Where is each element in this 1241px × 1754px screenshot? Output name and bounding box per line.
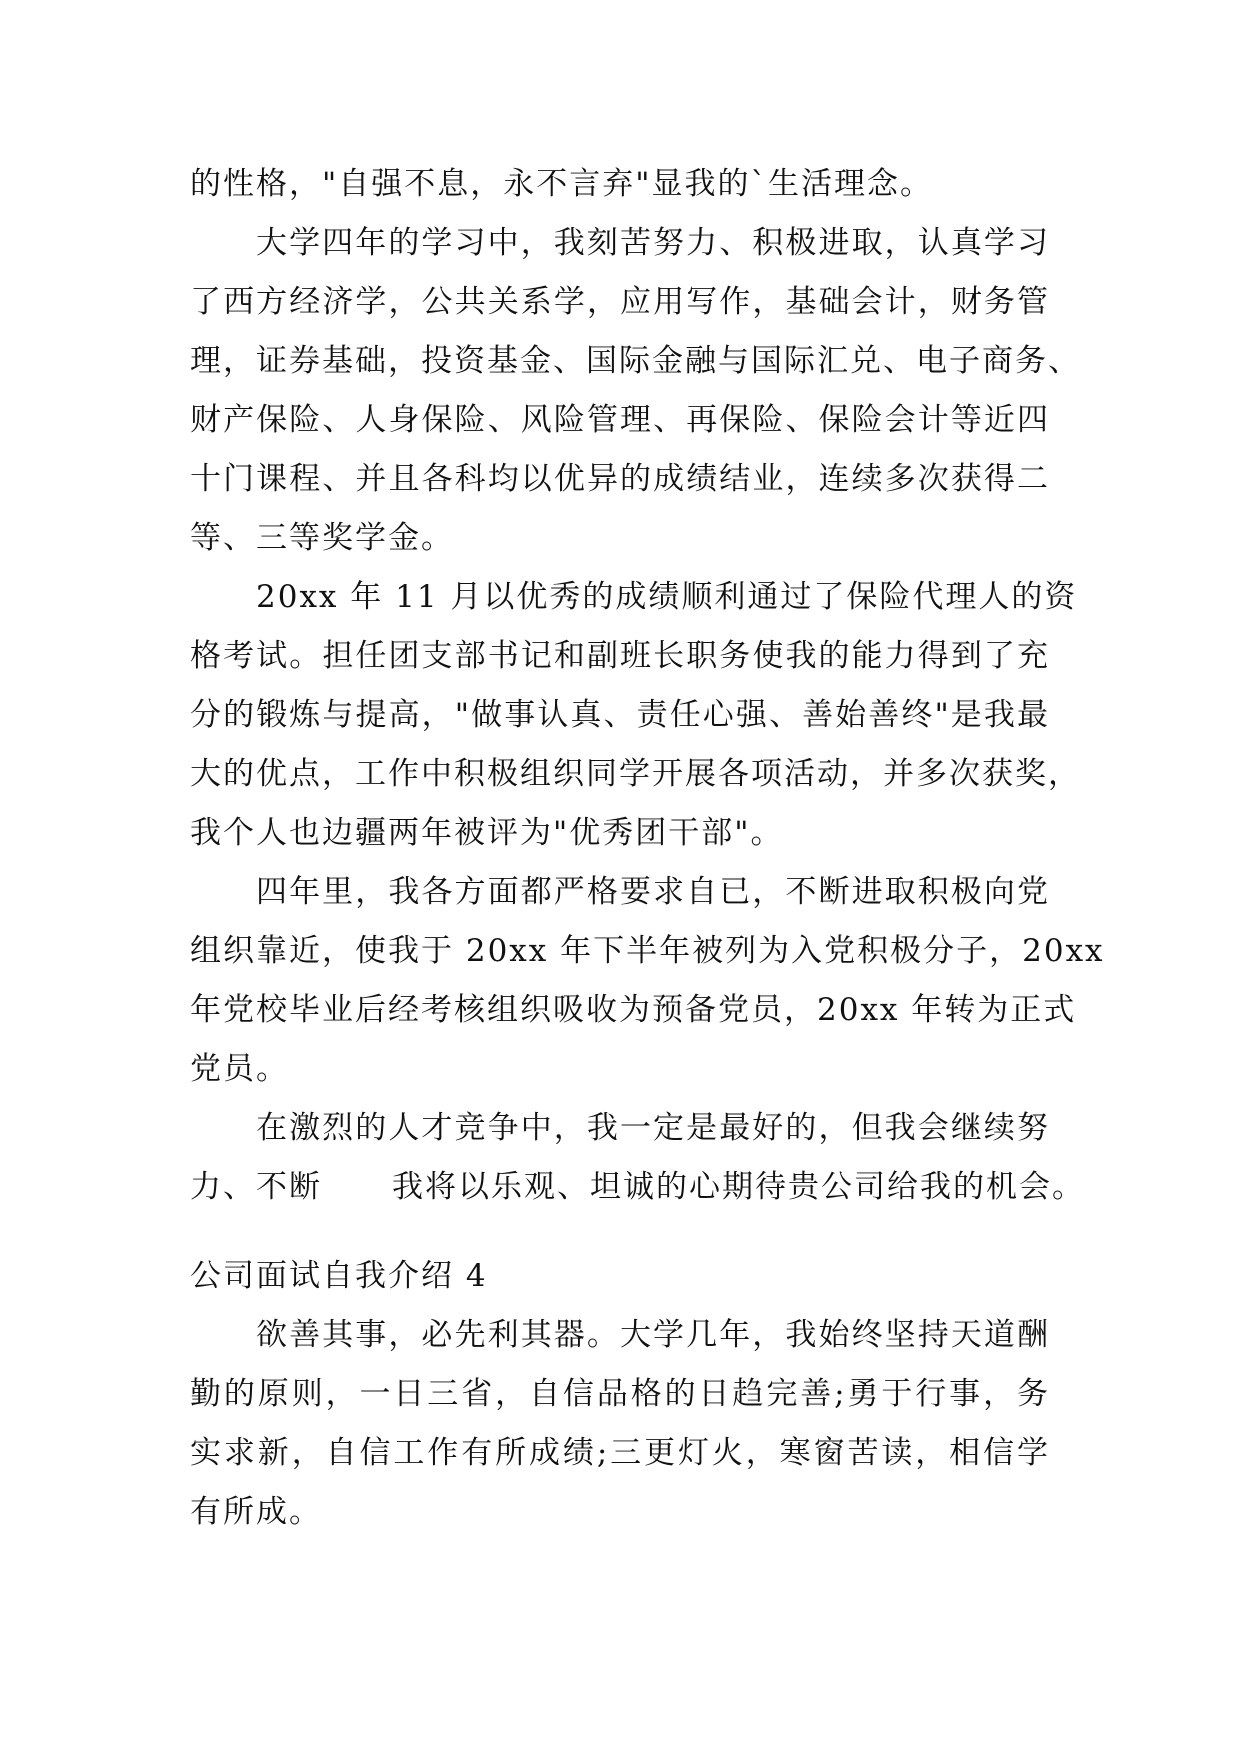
paragraph-2-line-2: 了西方经济学，公共关系学，应用写作，基础会计，财务管 — [190, 284, 1050, 320]
paragraph-1-line-1: 的性格，"自强不息，永不言弃"显我的`生活理念。 — [190, 166, 934, 202]
paragraph-4-line-4: 党员。 — [190, 1051, 289, 1087]
paragraph-2-line-3: 理，证券基础，投资基金、国际金融与国际汇兑、电子商务、 — [190, 343, 1081, 379]
document-body — [190, 155, 1105, 1542]
paragraph-2-line-5: 十门课程、并且各科均以优异的成绩结业，连续多次获得二 — [190, 461, 1050, 497]
paragraph-4-line-2: 组织靠近，使我于 20xx 年下半年被列为入党积极分子，20xx — [190, 933, 1105, 969]
paragraph-3-line-4: 大的优点，工作中积极组织同学开展各项活动，并多次获奖， — [190, 756, 1081, 792]
paragraph-5-line-2-left: 力、不断 — [190, 1169, 322, 1205]
final-paragraph-line-1: 欲善其事，必先利其器。大学几年，我始终坚持天道酬 — [256, 1317, 1050, 1353]
paragraph-5-line-2-right: 我将以乐观、坦诚的心期待贵公司给我的机会。 — [392, 1169, 1085, 1205]
paragraph-4-line-3: 年党校毕业后经考核组织吸收为预备党员，20xx 年转为正式 — [190, 992, 1077, 1028]
final-paragraph-line-3: 实求新，自信工作有所成绩;三更灯火，寒窗苦读，相信学 — [190, 1435, 1050, 1471]
paragraph-5-line-2 — [190, 1158, 1085, 1217]
paragraph-2-line-1: 大学四年的学习中，我刻苦努力、积极进取，认真学习 — [256, 225, 1050, 261]
paragraph-3-line-2: 格考试。担任团支部书记和副班长职务使我的能力得到了充 — [190, 638, 1050, 674]
paragraph-2-line-6: 等、三等奖学金。 — [190, 520, 454, 556]
final-paragraph-line-2: 勤的原则，一日三省，自信品格的日趋完善;勇于行事，务 — [190, 1376, 1050, 1412]
paragraph-3-line-5: 我个人也边疆两年被评为"优秀团干部"。 — [190, 815, 784, 851]
paragraph-3-line-1: 20xx 年 11 月以优秀的成绩顺利通过了保险代理人的资 — [256, 579, 1078, 615]
final-paragraph-line-4: 有所成。 — [190, 1494, 322, 1530]
paragraph-2-line-4: 财产保险、人身保险、风险管理、再保险、保险会计等近四 — [190, 402, 1050, 438]
section-heading: 公司面试自我介绍 4 — [190, 1258, 488, 1294]
paragraph-5-line-1: 在激烈的人才竞争中，我一定是最好的，但我会继续努 — [256, 1110, 1050, 1146]
paragraph-4-line-1: 四年里，我各方面都严格要求自已，不断进取积极向党 — [256, 874, 1050, 910]
paragraph-3-line-3: 分的锻炼与提高，"做事认真、责任心强、善始善终"是我最 — [190, 697, 1050, 733]
